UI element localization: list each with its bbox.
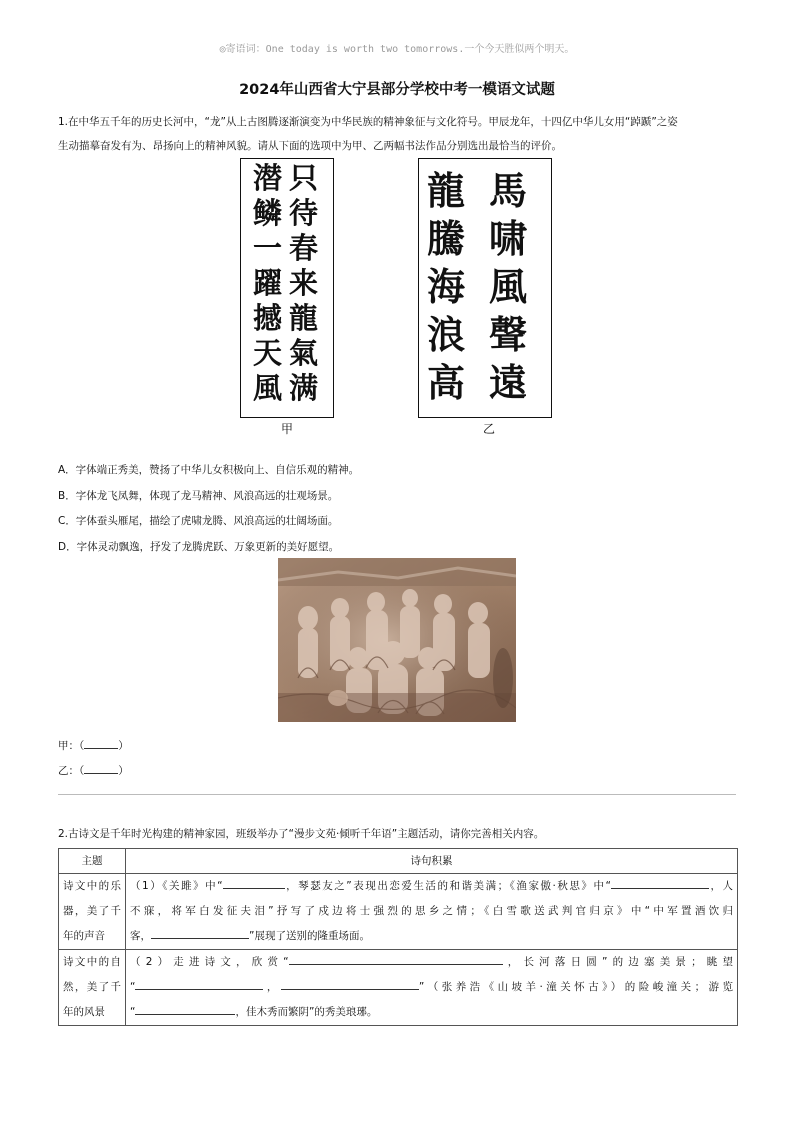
poem-line <box>130 924 733 949</box>
glyph: 聲 <box>489 312 528 357</box>
answer-yi <box>58 763 129 778</box>
relief-carving-image <box>278 558 516 722</box>
calligraphy-scroll-a <box>240 158 334 418</box>
poem-text: ，琴瑟友之”表现出恋爱生活的和谐美满；《渔家傲·秋思》中“ <box>284 880 611 892</box>
answer-jia-label: 甲：（ <box>58 740 85 752</box>
fill-blank[interactable] <box>281 989 419 990</box>
glyph: 遠 <box>489 360 528 405</box>
option-b: B．字体龙飞凤舞，体现了龙马精神、风浪高远的壮观场景。 <box>58 490 339 502</box>
answer-yi-label: 乙：（ <box>58 765 85 777</box>
fill-blank[interactable] <box>223 888 285 889</box>
glyph: 海 <box>427 264 466 309</box>
page-title: 2024年山西省大宁县部分学校中考一模语文试题 <box>239 82 555 98</box>
poem-text: ，人 <box>708 880 733 892</box>
glyph: 一 <box>253 231 283 265</box>
fill-blank[interactable] <box>611 888 709 889</box>
poem-text: “ <box>130 1006 136 1018</box>
glyph: 春 <box>289 231 319 265</box>
glyph: 啸 <box>489 216 528 261</box>
calligraphy-scroll-b <box>418 158 552 418</box>
glyph: 鳞 <box>253 196 283 230</box>
poem-text: “ <box>130 981 136 993</box>
poem-text: 客， <box>130 930 151 942</box>
glyph: 騰 <box>427 216 466 261</box>
theme-line: 诗文中的自 <box>63 956 121 968</box>
glyph: 潜 <box>253 161 283 195</box>
poem-text: ，长河落日圆”的边塞美景；眺望 <box>502 956 733 968</box>
question-2-stem: 2.古诗文是千年时光构建的精神家园，班级举办了“漫步文苑·倾听千年语”主题活动，请你完善相关内容。 <box>58 828 545 840</box>
glyph: 龍 <box>427 168 466 213</box>
glyph: 待 <box>289 196 319 230</box>
poem-cell <box>126 950 738 1026</box>
question-1-line-1: 1.在中华五千年的历史长河中，“龙”从上古图腾逐渐演变为中华民族的精神象征与文化符号。甲辰龙年，十四亿中华儿女用“踔踬”之姿 <box>58 116 678 128</box>
poem-line <box>130 975 733 1000</box>
glyph: 天 <box>253 336 283 370</box>
poem-text: ”展现了送别的隆重场面。 <box>249 930 370 942</box>
answer-yi-blank[interactable] <box>84 773 118 774</box>
calligraphy-b-left-column <box>427 167 465 407</box>
option-a: A．字体端正秀美，赞扬了中华儿女积极向上、自信乐观的精神。 <box>58 464 360 476</box>
calligraphy-a-right-column <box>289 161 318 406</box>
calligraphy-a-left-column <box>253 161 282 406</box>
table-header-row <box>59 849 738 874</box>
poem-text: ， <box>263 981 281 993</box>
fill-blank[interactable] <box>135 989 263 990</box>
poem-text: （2）走进诗文，欣赏“ <box>130 956 289 968</box>
glyph: 撼 <box>253 301 283 335</box>
answer-jia <box>58 738 129 753</box>
glyph: 来 <box>289 266 319 300</box>
answer-jia-blank[interactable] <box>84 748 118 749</box>
theme-cell <box>59 874 126 950</box>
theme-line: 年的风景 <box>63 1006 105 1018</box>
question-1-line-2: 生动描摹奋发有为、昂扬向上的精神风貌。请从下面的选项中为甲、乙两幅书法作品分别选出最恰当的评价。 <box>58 140 562 152</box>
glyph: 浪 <box>427 312 466 357</box>
poem-line: 不寐，将军白发征夫泪”抒写了戍边将士强烈的思乡之情；《白雪歌送武判官归京》中“中军置酒饮归 <box>130 905 733 917</box>
question-1-stem <box>58 110 738 158</box>
table-row <box>59 950 738 1026</box>
theme-line: 诗文中的乐 <box>63 880 121 892</box>
answer-yi-close: ） <box>118 765 129 777</box>
calligraphy-a-caption: 甲 <box>281 422 294 436</box>
section-divider <box>58 794 736 795</box>
glyph: 馬 <box>489 168 528 213</box>
glyph: 龍 <box>289 301 319 335</box>
theme-line: 年的声音 <box>63 930 105 942</box>
theme-line: 然，美了千 <box>63 981 121 993</box>
poem-line <box>130 950 733 975</box>
fill-blank[interactable] <box>135 1014 235 1015</box>
answer-jia-close: ） <box>118 740 129 752</box>
poem-text: ，佳木秀而繁阴”的秀美琅琊。 <box>235 1006 378 1018</box>
fill-blank[interactable] <box>289 964 503 965</box>
theme-line: 器，美了千 <box>63 905 121 917</box>
poem-cell <box>126 874 738 950</box>
fill-blank[interactable] <box>151 938 249 939</box>
glyph: 氣 <box>289 336 319 370</box>
calligraphy-b-right-column <box>489 167 527 407</box>
glyph: 風 <box>253 371 283 405</box>
poem-table <box>58 848 738 1026</box>
option-d: D．字体灵动飘逸，抒发了龙腾虎跃、万象更新的美好愿望。 <box>58 541 340 553</box>
header-theme: 主题 <box>59 849 126 874</box>
header-poems: 诗句积累 <box>126 849 738 874</box>
glyph: 躍 <box>253 266 283 300</box>
poem-line <box>130 1000 733 1025</box>
glyph: 只 <box>289 161 319 195</box>
glyph: 風 <box>489 264 528 309</box>
calligraphy-b-caption: 乙 <box>483 422 496 436</box>
header-motto: ◎寄语词：One today is worth two tomorrows.一个今天胜似两个明天。 <box>219 44 575 55</box>
theme-cell <box>59 950 126 1026</box>
poem-line <box>130 874 733 899</box>
poem-text: ”（张养浩《山坡羊·潼关怀古》）的险峻潼关；游览 <box>418 981 733 993</box>
option-c: C．字体蚕头雁尾，描绘了虎啸龙腾、风浪高远的壮阔场面。 <box>58 515 339 527</box>
glyph: 高 <box>427 360 466 405</box>
poem-text: （1）《关雎》中“ <box>130 880 223 892</box>
table-row <box>59 874 738 950</box>
glyph: 满 <box>289 371 319 405</box>
